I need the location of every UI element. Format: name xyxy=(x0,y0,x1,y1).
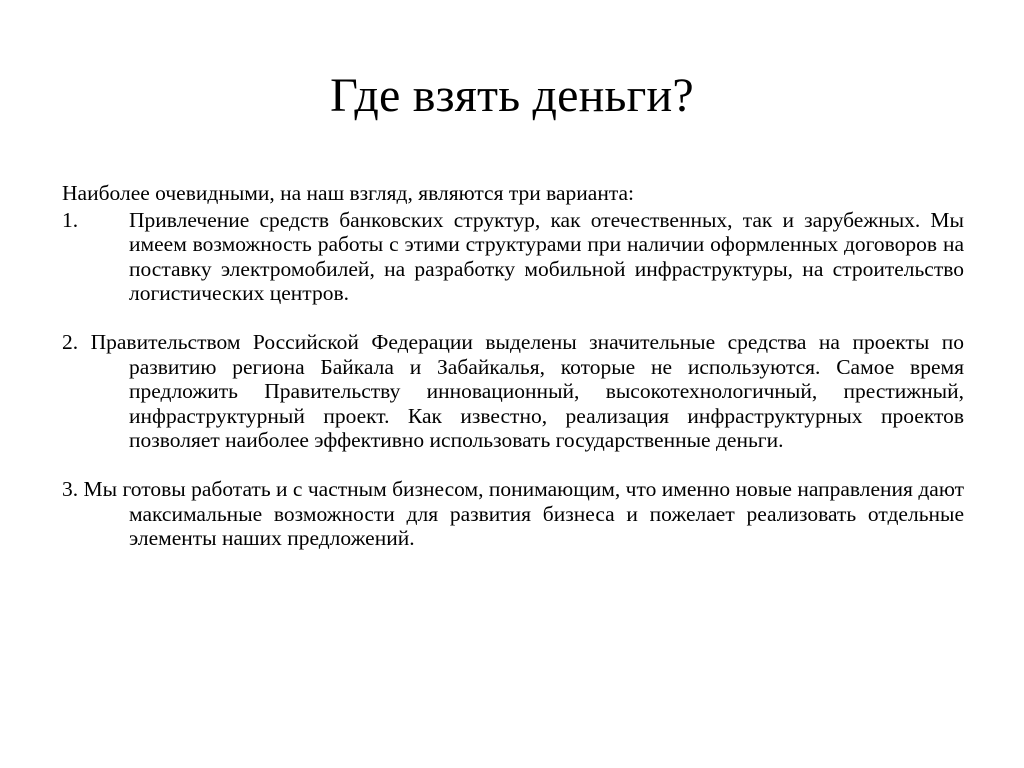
intro-text: Наиболее очевидными, на наш взгляд, являются три варианта: xyxy=(62,181,635,205)
slide-body xyxy=(62,181,964,551)
list-item-1-number: 1. xyxy=(62,207,79,232)
list-item-3-text: Мы готовы работать и с частным бизнесом, понимающим, что именно новые направления дают максимальные возможности для развития бизнеса и пожелает реализовать отдельные элементы наших предложений. xyxy=(83,476,964,551)
list-item-3 xyxy=(62,477,964,551)
list-item-3-number: 3. xyxy=(62,476,79,501)
list-item-2-text: Правительством Российской Федерации выделены значительные средства на проекты по развитию региона Байкала и Забайкалья, которые не используются. Самое время предложить Правительству инновационный, высокотехнологичный, престижный, инфраструктурный проект. Как известно, реализация инфраструктурных проектов позволяет наиболее эффективно использовать государственные деньги. xyxy=(90,329,965,453)
list-item-1-text: Привлечение средств банковских структур, как отечественных, так и зарубежных. Мы имеем возможность работы с этими структурами при наличии оформленных договоров на поставку электромобилей, на разработку мобильной инфраструктуры, на строительство логистических центров. xyxy=(129,207,964,306)
list-item-1 xyxy=(62,208,964,306)
list-item-2 xyxy=(62,330,964,453)
list-item-2-number: 2. xyxy=(62,329,79,354)
slide-title: Где взять деньги? xyxy=(330,69,694,122)
